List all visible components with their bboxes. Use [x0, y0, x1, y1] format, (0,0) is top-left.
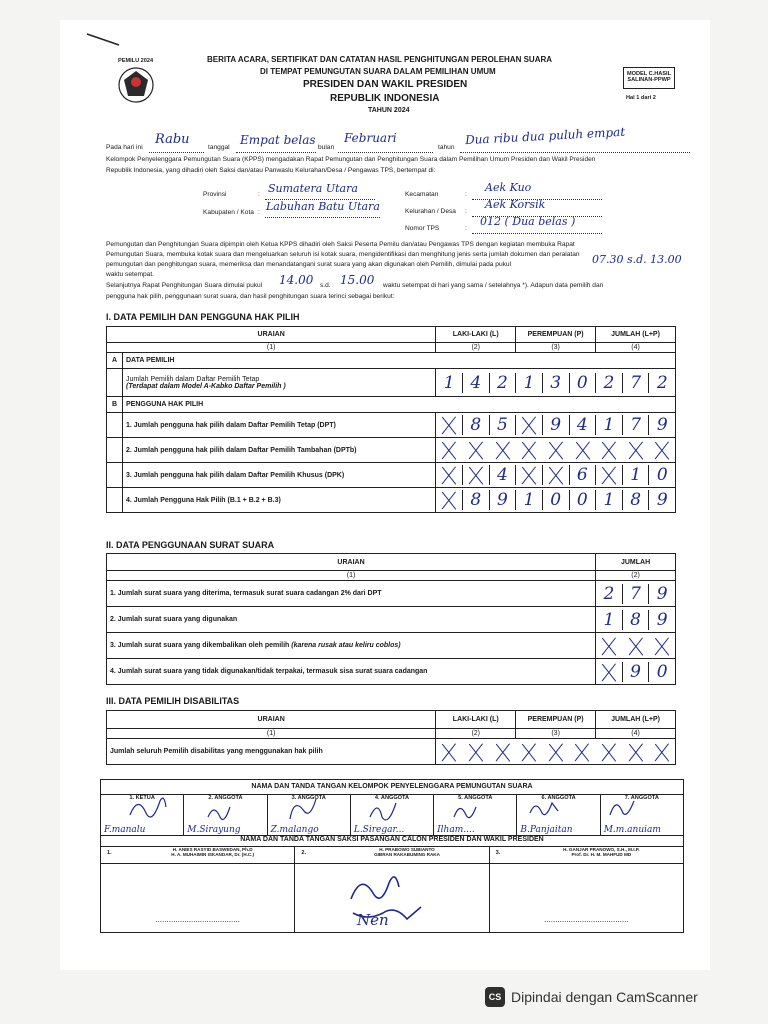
s1-a-digits	[436, 373, 675, 393]
digit-cell: 2	[489, 373, 516, 393]
paragraph-line-5a: Selanjutnya Rapat Penghitungan Suara dimulai pukul	[106, 282, 263, 289]
s1-num-4: (4)	[596, 343, 676, 353]
s3-num-2: (2)	[436, 729, 516, 739]
saksi-number: 3.	[495, 850, 501, 856]
section-1-table	[106, 326, 676, 513]
s1-b-code: B	[107, 397, 123, 413]
digit-cell: 8	[622, 610, 649, 630]
page-number: Hal 1 dari 2	[626, 95, 656, 101]
s2-num-1: (1)	[107, 571, 596, 581]
s3-num-1: (1)	[107, 729, 436, 739]
intro-pada-hari-ini: Pada hari ini	[106, 144, 143, 151]
kpps-role: 5. ANGGOTA	[458, 795, 493, 801]
s1-b-row-1-label: 1. Jumlah pengguna hak pilih dalam Daftar Pemilih Tetap (DPT)	[122, 413, 435, 438]
saksi-candidate-line1: H. GANJAR PRANOWO, S.H., M.I.P.	[563, 847, 640, 852]
s2-row-2-label: 2. Jumlah surat suara yang digunakan	[107, 607, 596, 633]
s1-num-3: (3)	[516, 343, 596, 353]
s1-b-row-4-digits	[436, 490, 675, 510]
digit-cell: 1	[603, 609, 615, 630]
saksi-candidate-line2: H. A. MUHAIMIN ISKANDAR, Dr. (H.C.)	[171, 852, 255, 857]
s2-num-2: (2)	[596, 571, 676, 581]
saksi-column-1	[101, 847, 295, 932]
digit-cell: 7	[622, 415, 649, 435]
paragraph-line-5b: waktu setempat di hari yang sama / setelahnya *). Adapun data pemilih dan	[383, 282, 604, 289]
sd-label: s.d.	[320, 282, 331, 289]
digit-cell: 9	[622, 662, 649, 682]
crossed-cell	[542, 465, 569, 485]
digit-cell: 0	[569, 373, 596, 393]
digit-cell: 9	[648, 490, 675, 510]
paragraph-line-6: pengguna hak pilih, penggunaan surat suara, dan hasil penghitungan suara terinci sebagai berikut:	[106, 293, 395, 300]
digit-cell: 9	[542, 415, 569, 435]
section-2-title: II. DATA PENGGUNAAN SURAT SUARA	[106, 540, 275, 550]
digit-cell: 8	[622, 490, 649, 510]
crossed-cell	[462, 465, 489, 485]
s3-num-4: (4)	[596, 729, 676, 739]
s3-col-perempuan: PEREMPUAN (P)	[516, 711, 596, 729]
saksi-dots: ......................................	[155, 915, 240, 924]
s2-row-3-label: 3. Jumlah surat suara yang dikembalikan oleh pemilih	[110, 642, 290, 649]
crossed-cell	[515, 415, 542, 435]
kpps-signatures-scribble	[100, 793, 682, 829]
camscanner-text: Dipindai dengan CamScanner	[511, 989, 698, 1005]
s1-b-row-3-label: 3. Jumlah pengguna hak pilih dalam Daftar Pemilih Khusus (DPK)	[122, 463, 435, 488]
digit-cell: 3	[542, 373, 569, 393]
crossed-cell	[515, 465, 542, 485]
model-box	[623, 67, 675, 89]
title-line-1: BERITA ACARA, SERTIFIKAT DAN CATATAN HASIL PENGHITUNGAN PEROLEHAN SUARA	[207, 55, 553, 64]
digit-cell: 1	[515, 373, 542, 393]
kpps-role: 4. ANGGOTA	[374, 795, 410, 801]
pen-mark	[85, 30, 121, 48]
saksi-column-2	[295, 847, 489, 932]
kpps-role: 3. ANGGOTA	[291, 795, 326, 801]
digit-cell: 0	[542, 490, 569, 510]
digit-cell: 7	[622, 373, 649, 393]
crossed-cell	[596, 662, 622, 682]
s3-row-label: Jumlah seluruh Pemilih disabilitas yang menggunakan hak pilih	[107, 739, 436, 765]
saksi-number: 2.	[301, 850, 306, 856]
camscanner-logo-icon: CS	[485, 987, 505, 1007]
kpps-role: 7. ANGGOTA	[624, 795, 659, 801]
digit-cell: 1	[622, 465, 649, 485]
bulan-value: Februari	[344, 131, 397, 145]
s2-row-4-label: 4. Jumlah surat suara yang tidak digunakan/tidak terpakai, termasuk sisa surat suara cadangan	[107, 659, 596, 685]
s3-num-3: (3)	[516, 729, 596, 739]
saksi-title: NAMA DAN TANDA TANGAN SAKSI PASANGAN CALON PRESIDEN DAN WAKIL PRESIDEN	[101, 834, 683, 847]
title-line-4: REPUBLIK INDONESIA	[330, 93, 440, 104]
digit-cell: 6	[569, 465, 596, 485]
digit-cell: 9	[489, 490, 516, 510]
crossed-cell	[436, 490, 462, 510]
digit-cell: 7	[622, 584, 649, 604]
saksi-number: 1.	[107, 850, 112, 856]
kabupaten-label: Kabupaten / Kota	[203, 209, 254, 216]
kpps-name: M.m.anuiam	[603, 825, 661, 835]
s2-row-3-note: (karena rusak atau keliru coblos)	[291, 642, 401, 649]
digit-cell: 9	[648, 610, 675, 630]
s2-row-4-digits	[596, 662, 675, 682]
document-page: PEMILU 2024 BERITA ACARA, SERTIFIKAT DAN CATATAN HASIL PENGHITUNGAN PEROLEHAN SUARA DI TEMPAT PEMUNGUTAN SUARA DALAM PEMILIHAN UMUM PRESIDEN DAN WAKIL PRESIDEN REPUBLIK INDONESIA TAHUN 2024 MODEL C.HASIL SALINAN-PPWP Hal 1 dari 2 Pada hari ini Rabu tanggal Empat belas bulan Februari tahun Dua ribu dua puluh empat Kelompok Penyelenggara Pemungutan Suara (KPPS) mengadakan Rapat Pemungutan dan Penghitungan Suara dalam Pemilihan Umum Presiden dan Wakil Presiden Republik Indonesia, yang dihadiri oleh Saksi dan/atau Panwaslu Kelurahan/Desa / Pengawas TPS, bertempat di: Provinsi : Sumatera Utara Kabupaten / Kota : Labuhan Batu Utara Kecamatan : Aek Kuo Kelurahan / Desa : Aek Korsik Nomor TPS : 012 ( Dua belas ) Pemungutan dan Penghitungan Suara dipimpin oleh Ketua KPPS dihadiri oleh Saksi Peserta Pemilu dan/atau Pengawas TPS dengan kegiatan membuka Rapat Pemungutan Suara, membuka kotak suara dan mengeluarkan seluruh isi kotak suara, mengidentifikasi dan menghitung jenis serta jumlah dokumen dan peralatan pemungutan dan penghitungan suara, memeriksa dan menandatangani surat suara yang akan digunakan oleh Pemilih, dimulai pada pukul 07.30 s.d. 13.00 waktu setempat. Selanjutnya Rapat Penghitungan Suara dimulai pukul 14.00 s.d. 15.00 waktu setempat di hari yang sama / setelahnya *). Adapun data pemilih dan pengguna hak pilih, penggunaan surat suara, dan hasil penghitungan suara terinci sebagai berikut: I. DATA PEMILIH DAN PENGGUNA HAK PILIH URAIAN LAKI-LAKI (L) PEREMPUAN (P) JUMLAH (L+P) (1) (2) (3) (4) A DATA PEMILIH Jumlah Pemilih dalam Daftar Pemilih Tetap (Terdapat dalam Model A-Kabko Daftar Pemilih ) 1 4 2 1 3 0 2 7 2 B PENGGUNA HAK PILIH 1. Jumlah pengguna hak pilih dalam Daftar Pemilih Tetap (DPT) 8 5 9 4 1 7 9 2. Jumlah pengguna hak pilih dalam Daftar Pemilih Tambahan (DPTb) 3. Jumlah pengguna hak pilih dalam Daftar Pemilih Khusus (DPK) 4 6 1 0 4. Jumlah Pengguna Hak Pilih (B.1 + B.2 + B.3) 8 9 1 0 0 1 8 9 II. DATA PENGGUNAAN SURAT SUARA URAIAN JUMLAH (1) (2) 1. Jumlah surat suara yang diterima, termasuk surat suara cadangan 2% dari DPT 2 7 9 2. Jumlah surat suara yang digunakan 1 8 9 3. Jumlah surat suara yang dikembalikan oleh pemilih (karena rusak atau keliru coblos) 4. Jumlah surat suara yang tidak digunakan/tidak terpakai, termasuk sisa surat suara cadangan 9 0 III. DATA PEMILIH DISABILITAS URAIAN LAKI-LAKI (L) PEREMPUAN (P) JUMLAH (L+P) (1) (2) (3) (4) Jumlah seluruh Pemilih disabilitas yang menggunakan hak pilih NAMA DAN TANDA TANGAN KELOMPOK PENYELENGGARA PEMUNGUTAN SUARA 1. KETUA F.manalu 2. ANGGOTA M.Sirayung 3. ANGGOTA Z.malango 4. ANGGOTA L.Siregar... 5. ANGGOTA Ilham.... 6. ANGGOTA B.Panjaitan 7. ANGGOTA M.m.anuiam NAMA DAN TANDA TANGAN SAKSI PASANGAN CALON PRESIDEN DAN WAKIL PRESIDEN 1. H. ANIES RASYID BASWEDAN, Ph.D H. A. MUHAIMIN ISKANDAR, Dr. (H.C.) ...................................... 2. H. PRABOWO SUBIANTO GIBRAN RAKABUMING RAKA Nen 3. H. GANJAR PRANOWO, S.H., M.I.P. Prof. Dr. H. M. MAHFUD MD ......................................	[60, 20, 710, 970]
s1-num-1: (1)	[107, 343, 436, 353]
tps-value: 012 ( Dua belas )	[480, 215, 576, 228]
s1-a-code: A	[107, 353, 123, 369]
kpps-name: B.Panjaitan	[520, 825, 573, 835]
s2-row-1-label: 1. Jumlah surat suara yang diterima, termasuk surat suara cadangan 2% dari DPT	[107, 581, 596, 607]
tahun-value: Dua ribu dua puluh empat	[464, 124, 626, 148]
digit-cell: 9	[648, 584, 675, 604]
model-copy: SALINAN-PPWP	[627, 77, 671, 83]
paragraph-line-1: Pemungutan dan Penghitungan Suara dipimpin oleh Ketua KPPS dihadiri oleh Saksi Peserta Pemilu dan/atau Pengawas TPS dengan kegiatan membuka Rapat	[106, 241, 575, 248]
title-line-5: TAHUN 2024	[368, 107, 410, 114]
s1-b-row-1-digits	[436, 415, 675, 435]
s1-a-title: DATA PEMILIH	[122, 353, 675, 369]
hari-value: Rabu	[155, 132, 190, 147]
kpps-name: Z.malango	[270, 825, 319, 835]
digit-cell: 4	[489, 465, 516, 485]
digit-cell: 0	[648, 662, 675, 682]
kelurahan-label: Kelurahan / Desa	[405, 208, 456, 215]
kpps-title: NAMA DAN TANDA TANGAN KELOMPOK PENYELENGGARA PEMUNGUTAN SUARA	[101, 780, 683, 795]
s1-col-perempuan: PEREMPUAN (P)	[516, 327, 596, 343]
digit-cell: 1	[595, 415, 622, 435]
digit-cell: 1	[515, 490, 542, 510]
digit-cell: 0	[648, 465, 675, 485]
s1-col-uraian: URAIAN	[107, 327, 436, 343]
provinsi-value: Sumatera Utara	[268, 182, 358, 195]
camscanner-watermark	[485, 984, 755, 1010]
saksi-dots: ......................................	[544, 915, 629, 924]
digit-cell: 0	[569, 490, 596, 510]
kpps-name: M.Sirayung	[187, 825, 241, 835]
logo-caption: PEMILU 2024	[118, 58, 154, 64]
s3-col-laki: LAKI-LAKI (L)	[436, 711, 516, 729]
svg-text:Nen: Nen	[357, 911, 389, 929]
saksi-candidate-line1: H. PRABOWO SUBIANTO	[379, 847, 435, 852]
section-1-title: I. DATA PEMILIH DAN PENGGUNA HAK PILIH	[106, 312, 300, 322]
saksi-2-signature	[343, 869, 443, 929]
kpu-emblem-icon	[110, 58, 162, 110]
s1-col-laki: LAKI-LAKI (L)	[436, 327, 516, 343]
digit-cell: 5	[489, 415, 516, 435]
s1-b-title: PENGGUNA HAK PILIH	[122, 397, 675, 413]
tanggal-label: tanggal	[208, 144, 230, 151]
kpps-role: 2. ANGGOTA	[208, 795, 243, 801]
s2-row-2-digits	[596, 610, 675, 630]
kpps-name: F.manalu	[104, 825, 146, 835]
paragraph-line-2: Pemungutan Suara, membuka kotak suara dan mengeluarkan seluruh isi kotak suara, mengidentifikasi dan menghitung jenis serta jumlah dokumen dan peralatan	[106, 251, 580, 258]
tps-label: Nomor TPS	[405, 225, 440, 232]
s1-col-jumlah: JUMLAH (L+P)	[596, 327, 676, 343]
waktu-mulai-value: 07.30 s.d. 13.00	[592, 253, 682, 266]
s2-row-1-digits	[596, 584, 675, 604]
jam-selesai-value: 15.00	[340, 273, 375, 287]
intro-line-3: Republik Indonesia, yang dihadiri oleh Saksi dan/atau Panwaslu Kelurahan/Desa / Pengawas TPS, bertempat di:	[106, 167, 436, 174]
kecamatan-value: Aek Kuo	[485, 181, 532, 194]
digit-cell: 2	[603, 583, 615, 604]
digit-cell: 4	[569, 415, 596, 435]
s3-col-jumlah: JUMLAH (L+P)	[596, 711, 676, 729]
s1-a-row-label: Jumlah Pemilih dalam Daftar Pemilih Tetap	[125, 375, 260, 383]
section-2-table	[106, 553, 676, 685]
saksi-candidate-line2: GIBRAN RAKABUMING RAKA	[374, 852, 440, 857]
digit-cell: 2	[595, 373, 622, 393]
digit-cell: 8	[462, 490, 489, 510]
kabupaten-value: Labuhan Batu Utara	[266, 200, 380, 213]
digit-cell: 2	[648, 373, 675, 393]
tanggal-value: Empat belas	[240, 133, 316, 147]
kpu-logo	[110, 58, 162, 110]
s3-col-uraian: URAIAN	[107, 711, 436, 729]
kpps-role: 1. KETUA	[129, 795, 155, 801]
section-3-title: III. DATA PEMILIH DISABILITAS	[106, 696, 240, 706]
kpps-role: 6. ANGGOTA	[541, 795, 576, 801]
paragraph-line-4: waktu setempat.	[106, 271, 155, 278]
crossed-cell	[436, 415, 462, 435]
s1-num-2: (2)	[436, 343, 516, 353]
jam-mulai-value: 14.00	[279, 273, 314, 287]
kpps-name: L.Siregar...	[353, 825, 405, 835]
title-line-2: DI TEMPAT PEMUNGUTAN SUARA DALAM PEMILIHAN UMUM	[260, 67, 496, 76]
crossed-cell	[436, 465, 462, 485]
digit-cell: 4	[462, 373, 489, 393]
bulan-label: bulan	[318, 144, 335, 151]
tahun-label: tahun	[438, 144, 455, 151]
crossed-cell	[595, 465, 622, 485]
s1-b-row-3-digits	[436, 465, 675, 485]
title-line-3: PRESIDEN DAN WAKIL PRESIDEN	[303, 79, 468, 90]
digit-cell: 9	[648, 415, 675, 435]
provinsi-label: Provinsi	[203, 191, 227, 198]
kpps-name: Ilham....	[437, 825, 475, 835]
kelurahan-value: Aek Korsik	[485, 198, 546, 211]
saksi-candidate-line2: Prof. Dr. H. M. MAHFUD MD	[571, 852, 632, 857]
s2-col-uraian: URAIAN	[107, 554, 596, 571]
s1-b-row-2-label: 2. Jumlah pengguna hak pilih dalam Daftar Pemilih Tambahan (DPTb)	[122, 438, 435, 463]
saksi-candidate-line1: H. ANIES RASYID BASWEDAN, Ph.D	[172, 847, 253, 852]
paragraph-line-3: pemungutan dan penghitungan suara, memeriksa dan menandatangani surat suara yang akan digunakan oleh Pemilih, dimulai pada pukul	[106, 261, 512, 268]
digit-cell: 8	[462, 415, 489, 435]
digit-cell: 1	[595, 490, 622, 510]
model-code: MODEL C.HASIL	[626, 71, 672, 77]
saksi-columns	[101, 847, 683, 932]
intro-line-2: Kelompok Penyelenggara Pemungutan Suara (KPPS) mengadakan Rapat Pemungutan dan Penghitungan Suara dalam Pemilihan Umum Presiden dan Wakil Presiden	[106, 156, 596, 163]
saksi-column-3	[490, 847, 683, 932]
s1-a-row-note: (Terdapat dalam Model A-Kabko Daftar Pemilih )	[125, 382, 286, 390]
saksi-signature-block	[100, 834, 684, 933]
kecamatan-label: Kecamatan	[405, 191, 439, 198]
digit-cell: 1	[443, 372, 455, 393]
s1-b-row-4-label: 4. Jumlah Pengguna Hak Pilih (B.1 + B.2 + B.3)	[122, 488, 435, 513]
s2-col-jumlah: JUMLAH	[596, 554, 676, 571]
section-3-table	[106, 710, 676, 765]
